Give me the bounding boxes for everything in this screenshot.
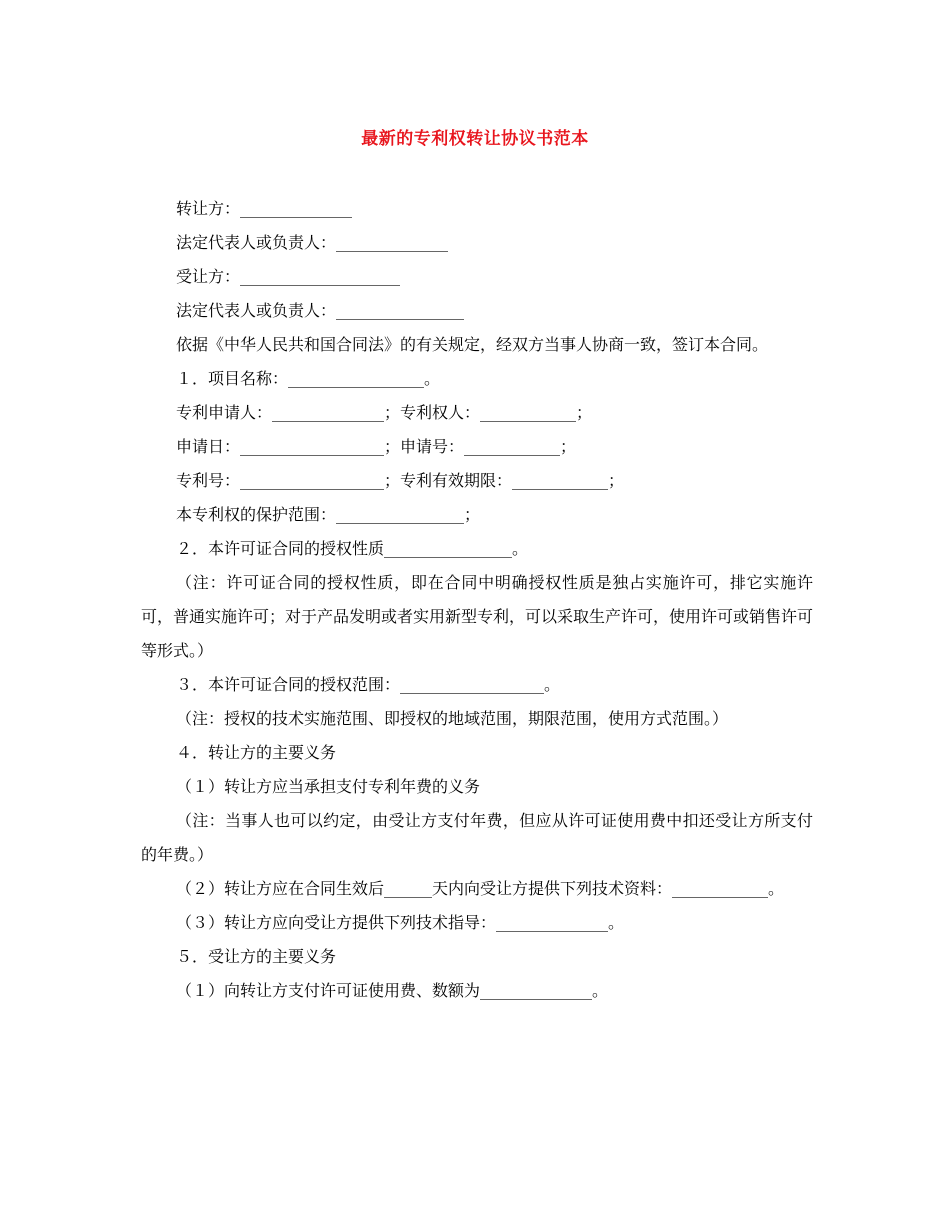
paragraph-application-date: 申请日：__________________；申请号：____________； [176,437,577,456]
paragraph-license-scope-note: （注：授权的技术实施范围、即授权的地域范围，期限范围，使用方式范围。） [176,709,729,728]
document-title: 最新的专利权转让协议书范本 [361,129,589,149]
paragraph-transferee: 受让方：____________________ [176,267,401,286]
paragraph-transferee-representative: 法定代表人或负责人：________________ [176,301,465,320]
paragraph-license-scope: ３．本许可证合同的授权范围：__________________。 [176,675,561,694]
document-body [141,192,813,1008]
paragraph-patent-applicant: 专利申请人：______________；专利权人：____________； [176,403,593,422]
paragraph-license-nature-note: （注：许可证合同的授权性质，即在合同中明确授权性质是独占实施许可，排它实施许可，普通实施许可；对于产品发明或者实用新型专利，可以采取生产许可，使用许可或销售许可等形式。） [141,573,814,660]
paragraph-transferor-representative: 法定代表人或负责人：______________ [176,233,449,252]
paragraph-license-nature: ２．本许可证合同的授权性质________________。 [176,539,529,558]
paragraph-patent-number: 专利号：__________________；专利有效期限：____________； [176,471,625,490]
paragraph-transferor-duties-heading: ４．转让方的主要义务 [176,743,337,762]
paragraph-project-name: １．项目名称：_________________。 [176,369,441,388]
paragraph-transferee-duties-heading: ５．受让方的主要义务 [176,947,337,966]
paragraph-transferee-duty-1: （１）向转让方支付许可证使用费、数额为______________。 [176,981,609,1000]
paragraph-preamble: 依据《中华人民共和国合同法》的有关规定，经双方当事人协商一致，签订本合同。 [176,335,769,354]
paragraph-transferor-duty-3: （３）转让方应向受让方提供下列技术指导：______________。 [176,913,625,932]
paragraph-transferor-duty-1: （１）转让方应当承担支付专利年费的义务 [176,777,481,796]
paragraph-protection-scope: 本专利权的保护范围：________________； [176,505,481,524]
paragraph-transferor: 转让方：______________ [176,199,353,218]
paragraph-transferor-duty-1-note: （注：当事人也可以约定，由受让方支付年费，但应从许可证使用费中扣还受让方所支付的年费。） [141,811,813,864]
paragraph-transferor-duty-2: （２）转让方应在合同生效后______天内向受让方提供下列技术资料：____________。 [176,879,785,898]
